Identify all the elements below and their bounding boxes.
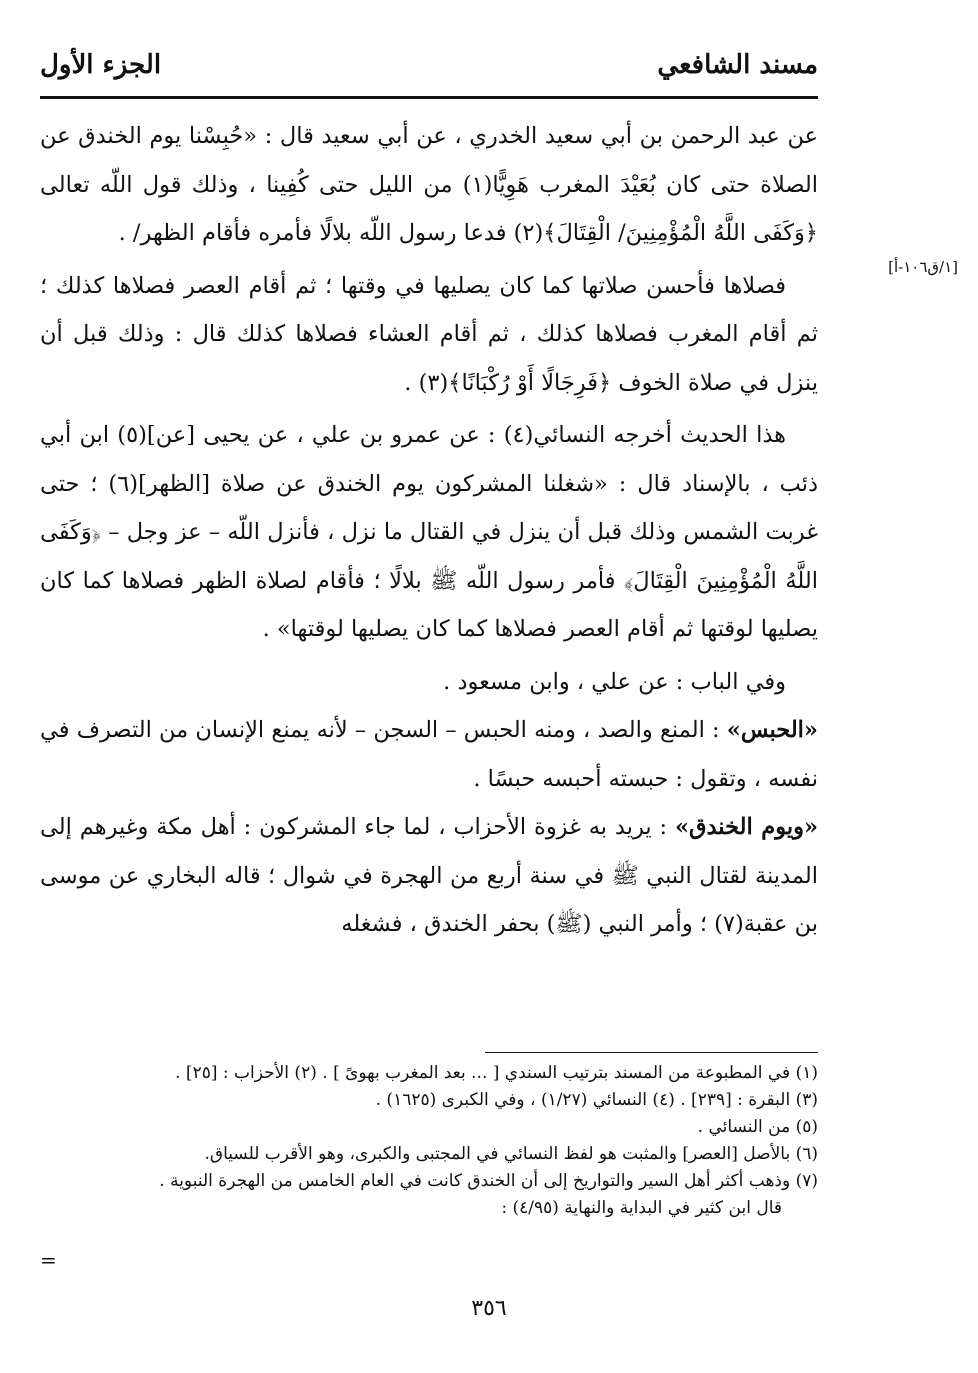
footnote-line: (١) في المطبوعة من المسند بترتيب السندي [ ... بعد المغرب بهوىً ] . (٢) الأحزاب : [٢٥] .: [175, 1063, 818, 1083]
paragraph-hadith: عن عبد الرحمن بن أبي سعيد الخدري ، عن أبي سعيد قال : «حُبِسْنا يوم الخندق عن الصلاة حتى كان بُعَيْدَ المغرب هَوِيًّا(١) من الليل حتى كُفِينا ، وذلك قول اللّه تعالى ﴿وَكَفَى اللَّهُ الْمُؤْمِنِينَ/ الْقِتَالَ﴾(٢) فدعا رسول اللّه بلالًا فأمره فأقام الظهر/ .: [40, 123, 818, 246]
definition-term: «ويوم الخندق»: [674, 814, 819, 840]
definition-khandaq: [40, 803, 818, 949]
definition-term: «الحبس»: [726, 717, 818, 743]
definition-habs: [40, 706, 818, 803]
volume-label: الجزء الأول: [40, 50, 162, 80]
paragraph-takhrij: هذا الحديث أخرجه النسائي(٤) : عن عمرو بن علي ، عن يحيى [عن](٥) ابن أبي ذئب ، بالإسناد قال : «شغلنا المشركون يوم الخندق عن صلاة [الظهر](٦) ؛ حتى غربت الشمس وذلك قبل أن ينزل في القتال ما نزل ، فأنزل اللّه – عز وجل – ﴿وَكَفَى اللَّهُ الْمُؤْمِنِينَ الْقِتَالَ﴾ فأمر رسول اللّه ﷺ بلالًا ؛ فأقام لصلاة الظهر فصلاها كما كان يصليها لوقتها ثم أقام العصر فصلاها كما كان يصليها لوقتها» .: [40, 422, 819, 642]
footnote-line: (٦) بالأصل [العصر] والمثبت هو لفظ النسائي في المجتبى والكبرى، وهو الأقرب للسياق.: [204, 1144, 818, 1164]
paragraph-fil-bab: وفي الباب : عن علي ، وابن مسعود .: [443, 668, 786, 695]
footnote-line: (٧) وذهب أكثر أهل السير والتواريخ إلى أن الخندق كانت في العام الخامس من الهجرة النبوية .: [159, 1171, 818, 1191]
footnotes: [40, 1060, 818, 1222]
paragraph-continuation: فصلاها فأحسن صلاتها كما كان يصليها في وقتها ؛ ثم أقام العصر فصلاها كذلك ؛ ثم أقام المغرب فصلاها كذلك ، ثم أقام العشاء فصلاها كذلك قال : وذلك قبل أن ينزل في صلاة الخوف ﴿فَرِجَالًا أَوْ رُكْبَانًا﴾(٣) .: [40, 272, 818, 396]
page-number: ٣٥٦: [471, 1296, 507, 1321]
footnote-continuation: قال ابن كثير في البداية والنهاية (٤/٩٥) :: [501, 1198, 782, 1218]
running-header: [40, 50, 818, 94]
book-title: مسند الشافعي: [657, 50, 818, 80]
main-text: [40, 112, 818, 949]
footnote-line: (٥) من النسائي .: [697, 1117, 818, 1137]
definition-text: : المنع والصد ، ومنه الحبس – السجن – لأنه يمنع الإنسان من التصرف في نفسه ، وتقول : حبسته أحبسه حبسًا .: [40, 717, 818, 792]
definition-text: : يريد به غزوة الأحزاب ، لما جاء المشركون : أهل مكة وغيرهم إلى المدينة لقتال النبي ﷺ في سنة أربع من الهجرة في شوال ؛ قاله البخاري عن موسى بن عقبة(٧) ؛ وأمر النبي (ﷺ) بحفر الخندق ، فشغله: [40, 814, 818, 937]
footnote-line: (٣) البقرة : [٢٣٩] . (٤) النسائي (١/٢٧) ، وفي الكبرى (١٦٢٥) .: [375, 1090, 818, 1110]
header-rule: [40, 96, 818, 99]
continuation-mark: =: [40, 1248, 57, 1272]
footnote-rule: [485, 1052, 818, 1053]
manuscript-folio-note: [١/ق١٠٦-أ]: [888, 258, 958, 276]
